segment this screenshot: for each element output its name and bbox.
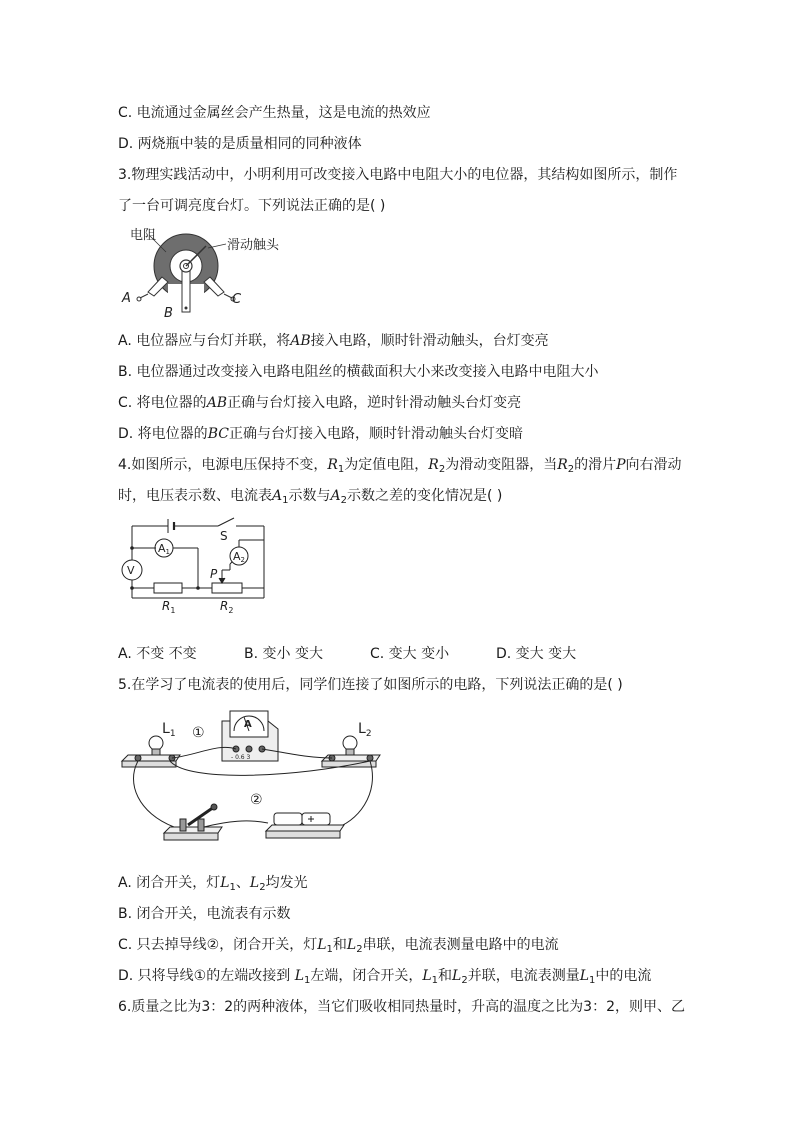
q4-stem-line1: 4.如图所示，电源电压保持不变，$R_1$为定值电阻，$R_2$为滑动变阻器，当$R_2$的滑片P向右滑动 bbox=[118, 457, 682, 475]
label-a2: A2 bbox=[233, 550, 245, 564]
battery-board bbox=[266, 831, 340, 838]
battery-cell-2 bbox=[302, 813, 330, 825]
q5-option-a: A. 闭合开关，灯$L_1$、$L_2$均发光 bbox=[118, 875, 308, 893]
label-l2: $L_2$ bbox=[358, 721, 372, 739]
switch-s bbox=[218, 518, 234, 526]
q6-stem: 6.质量之比为3：2的两种液体，当它们吸收相同热量时，升高的温度之比为3：2，则甲、乙 bbox=[118, 999, 685, 1015]
q4-option-a: A. 不变 不变 bbox=[118, 646, 197, 662]
label-v: V bbox=[127, 564, 135, 577]
rheostat-r2 bbox=[212, 583, 242, 593]
q3-option-d: D. 将电位器的BC正确与台灯接入电路，顺时针滑动触头台灯变暗 bbox=[118, 426, 523, 442]
switch-board bbox=[164, 833, 218, 840]
slider-label: 滑动触头 bbox=[227, 238, 280, 253]
q3-option-b: B. 电位器通过改变接入电路电阻丝的横截面积大小来改变接入电路中电阻大小 bbox=[118, 364, 599, 380]
label-wire-1: ① bbox=[192, 725, 205, 741]
label-l1: $L_1$ bbox=[162, 721, 176, 739]
q4-stem-line2: 时，电压表示数、电流表$A_1$示数与$A_2$示数之差的变化情况是( ) bbox=[118, 488, 503, 506]
q4-option-b: B. 变小 变大 bbox=[244, 646, 323, 662]
label-r1: $R_1$ bbox=[162, 599, 176, 615]
ammeter-symbol: A bbox=[244, 719, 252, 730]
bulb-l2 bbox=[343, 736, 357, 750]
label-a: A bbox=[122, 291, 131, 306]
q3-option-a: A. 电位器应与台灯并联，将AB接入电路，顺时针滑动触头，台灯变亮 bbox=[118, 333, 549, 349]
q5-stem: 5.在学习了电流表的使用后，同学们连接了如图所示的电路，下列说法正确的是( ) bbox=[118, 677, 623, 693]
ammeter-scale: - 0.6 3 bbox=[231, 754, 251, 761]
q3-option-c: C. 将电位器的AB正确与台灯接入电路，逆时针滑动触头台灯变亮 bbox=[118, 395, 522, 411]
label-p: P bbox=[210, 567, 218, 581]
q3-stem-line1: 3.物理实践活动中，小明利用可改变接入电路中电阻大小的电位器，其结构如图所示，制作 bbox=[118, 167, 678, 183]
q4-option-d: D. 变大 变大 bbox=[496, 646, 577, 662]
label-a1: A1 bbox=[158, 542, 170, 556]
q2-option-c: C. 电流通过金属丝会产生热量，这是电流的热效应 bbox=[118, 105, 431, 121]
battery-cell-1 bbox=[274, 813, 302, 825]
potentiometer-figure bbox=[118, 222, 280, 322]
circuit-photo-q5 bbox=[118, 703, 388, 863]
terminal-b bbox=[182, 266, 190, 312]
q2-option-d: D. 两烧瓶中装的是质量相同的同种液体 bbox=[118, 136, 362, 152]
label-b: B bbox=[164, 306, 173, 321]
q3-stem-line2: 了一台可调亮度台灯。下列说法正确的是( ) bbox=[118, 198, 386, 214]
board-l1 bbox=[122, 761, 176, 767]
q5-option-c: C. 只去掉导线②，闭合开关，灯$L_1$和$L_2$串联，电流表测量电路中的电流 bbox=[118, 937, 559, 955]
label-wire-2: ② bbox=[250, 792, 263, 808]
q5-option-d: D. 只将导线①的左端改接到 $L_1$左端，闭合开关，$L_1$和$L_2$并联，电流表测量$L_1$中的电流 bbox=[118, 968, 652, 986]
resistor-label: 电阻 bbox=[130, 228, 157, 243]
q4-option-c: C. 变大 变小 bbox=[370, 646, 450, 662]
resistor-r1 bbox=[154, 583, 182, 593]
bulb-l1 bbox=[149, 736, 163, 750]
q5-option-b: B. 闭合开关，电流表有示数 bbox=[118, 906, 291, 922]
label-s: S bbox=[220, 529, 228, 543]
label-c: C bbox=[232, 292, 242, 307]
circuit-diagram-q4 bbox=[118, 512, 278, 630]
label-r2: $R_2$ bbox=[220, 599, 234, 615]
